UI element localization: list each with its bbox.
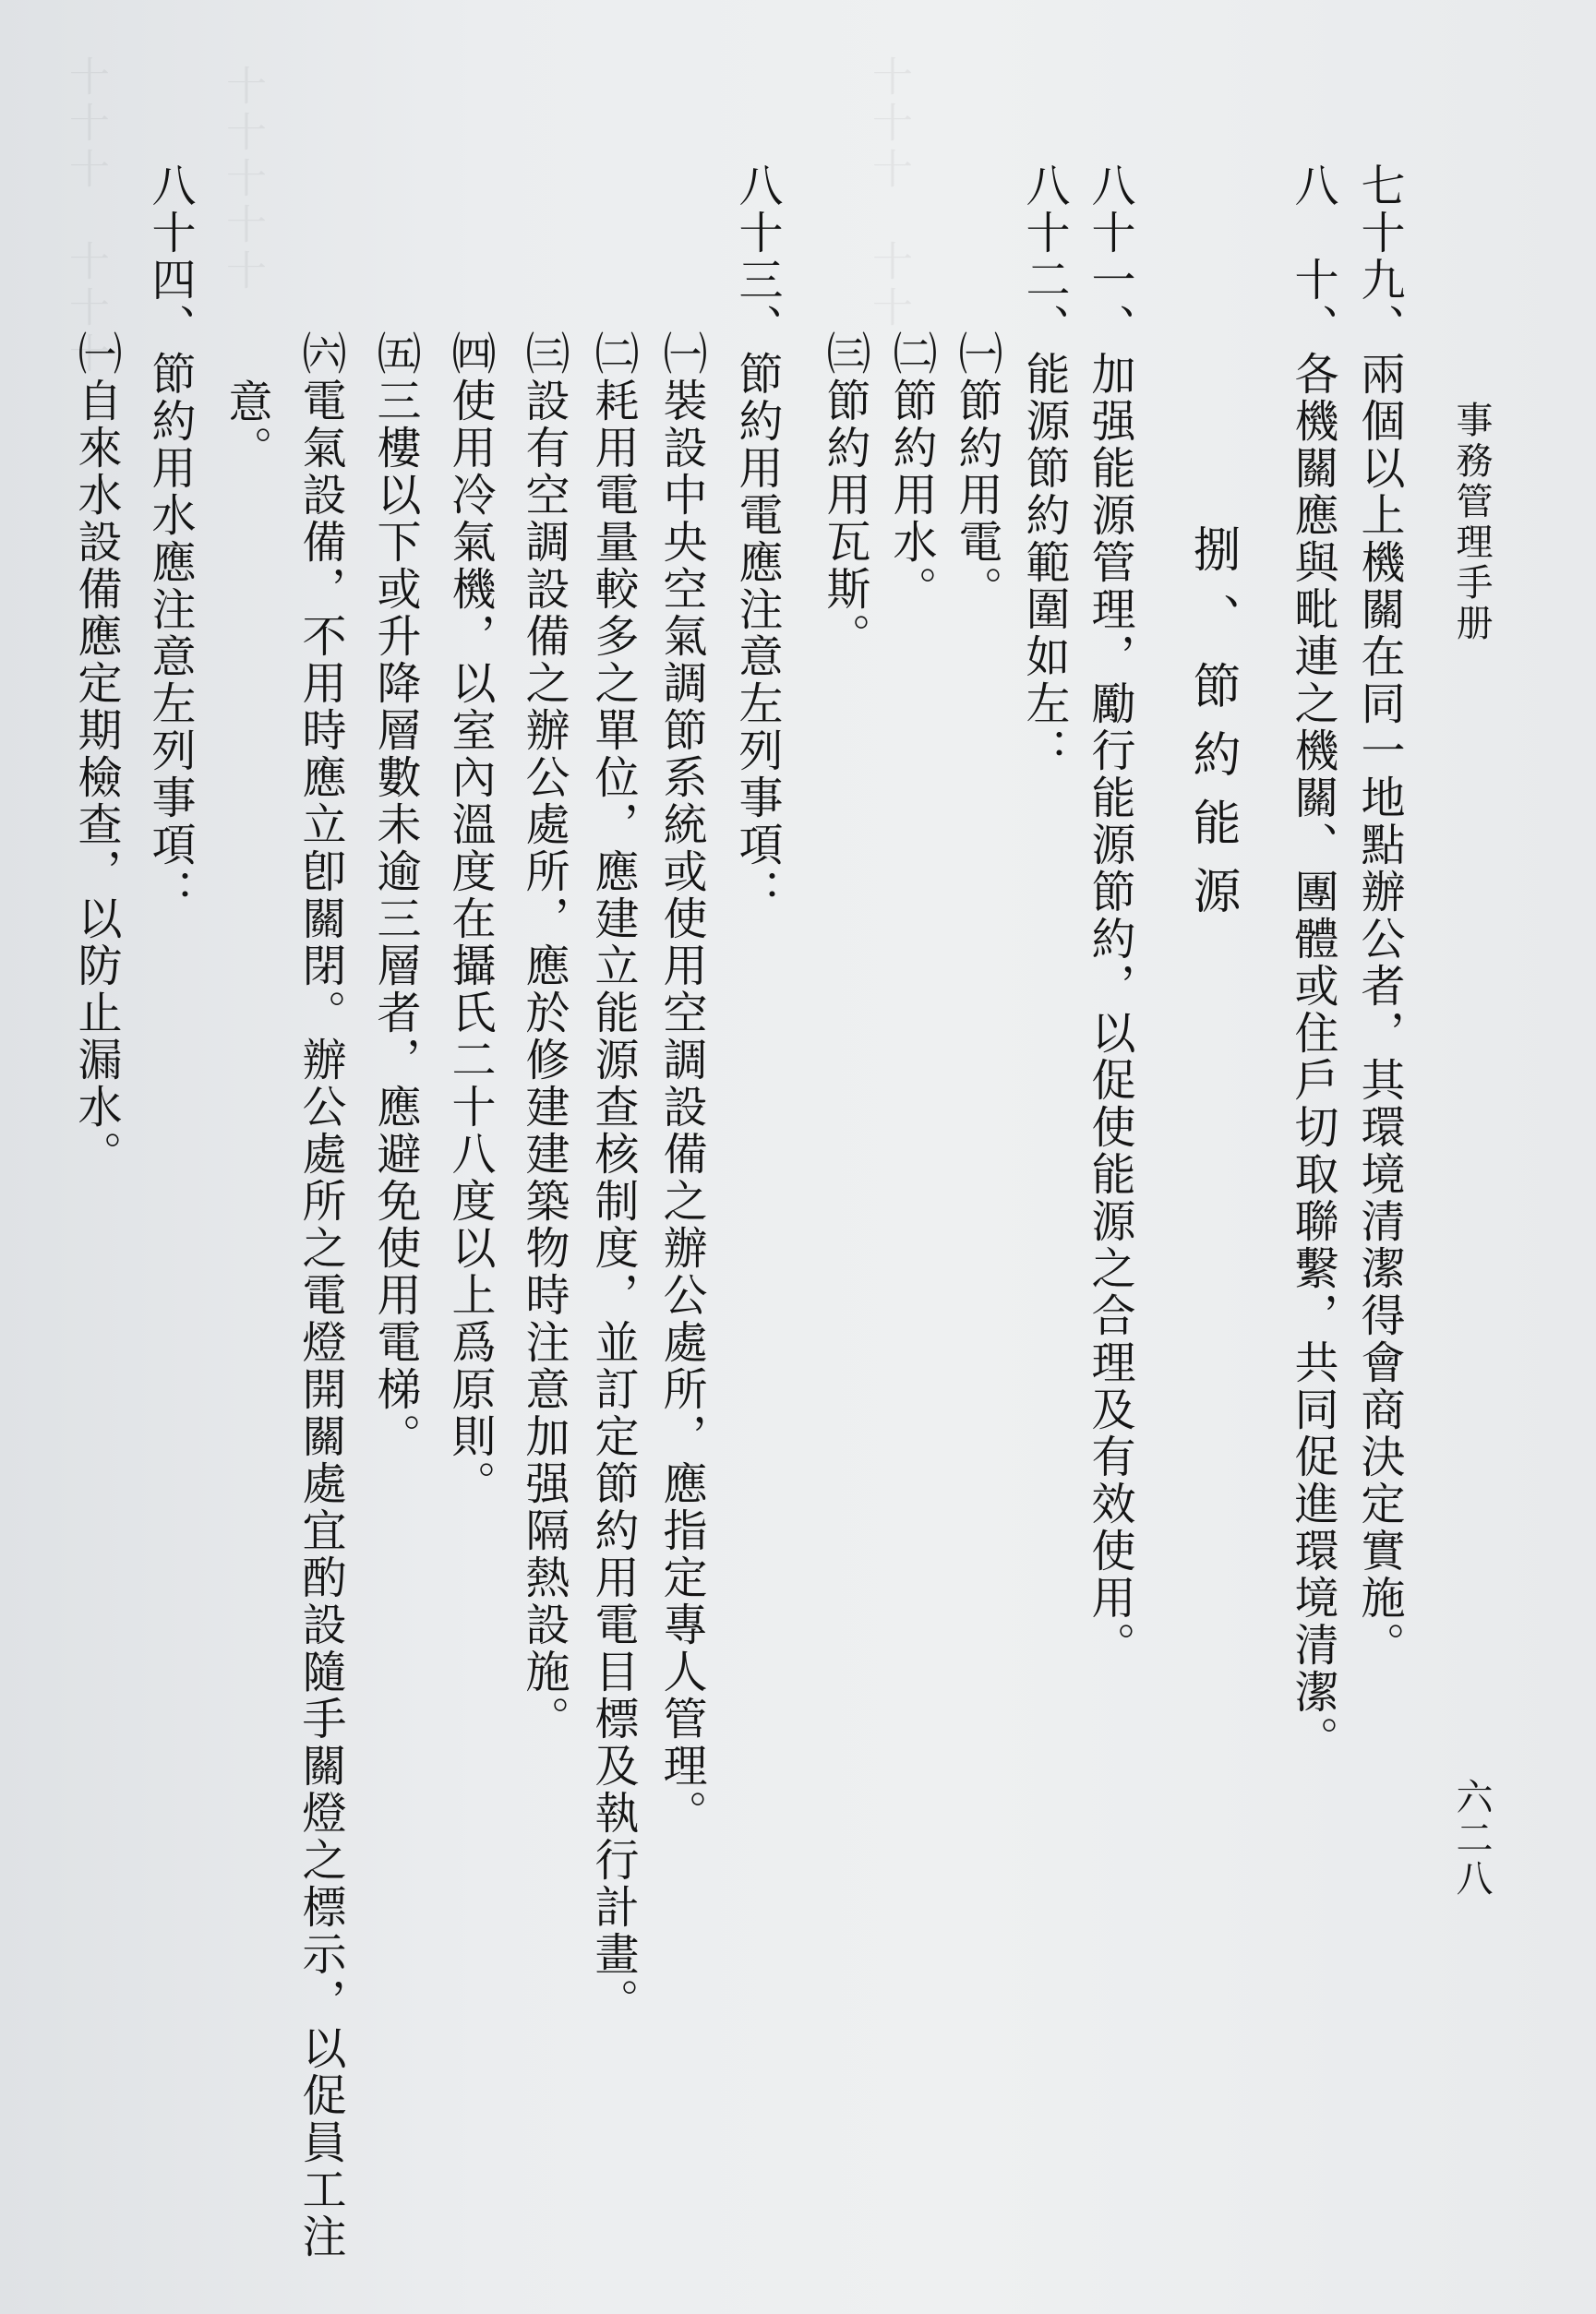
article-83-item-3: ㈢設有空調設備之辦公處所，應於修建建築物時注意加强隔熱設施。: [518, 330, 570, 1743]
article-83-item-6: ㈥電氣設備，不用時應立卽關閉。辦公處所之電燈開關處宜酌設隨手關燈之標示，以促員工注: [294, 330, 346, 2260]
article-83-item-1: ㈠裝設中央空氣調節系統或使用空調設備之辦公處所，應指定專人管理。: [655, 330, 707, 1837]
section-title: 捌、節約能源: [1184, 524, 1240, 934]
article-82: 八十二、能源節約範圍如左：: [1018, 162, 1070, 774]
article-80: 八 十、各機關應與毗連之機關、團體或住戶切取聯繫，共同促進環境清潔。: [1287, 162, 1338, 1763]
article-82-item-1: ㈠節約用電。: [951, 330, 1002, 613]
article-83-item-2: ㈡耗用電量較多之單位，應建立能源查核制度，並訂定節約用電目標及執行計畫。: [587, 330, 639, 2025]
show-through-decoration: 十十十 十十: [865, 55, 912, 332]
article-84-item-1: ㈠自來水設備應定期檢查，以防止漏水。: [70, 330, 122, 1178]
article-79: 七十九、兩個以上機關在同一地點辦公者，其環境清潔得會商決定實施。: [1353, 162, 1405, 1669]
article-81: 八十一、加强能源管理，勵行能源節約，以促使能源之合理及有效使用。: [1084, 162, 1135, 1669]
book-title-header: 事務管理手册: [1450, 401, 1493, 644]
page-number: 六二八: [1450, 1778, 1493, 1900]
article-83-item-5: ㈤三樓以下或升降層數未逾三層者，應避免使用電梯。: [369, 330, 421, 1460]
article-84: 八十四、節約用水應注意左列事項：: [144, 162, 196, 916]
article-83-item-4: ㈣使用冷氣機，以室內溫度在攝氏二十八度以上爲原則。: [444, 330, 496, 1507]
show-through-decoration: 十十十十十: [219, 65, 266, 295]
show-through-decoration: 十十十 十十十: [62, 55, 109, 378]
article-82-item-3: ㈢節約用瓦斯。: [819, 330, 870, 660]
article-83: 八十三、節約用電應注意左列事項：: [731, 162, 783, 916]
article-82-item-2: ㈡節約用水。: [885, 330, 937, 613]
article-83-item-6-continuation: 意。: [221, 378, 272, 473]
